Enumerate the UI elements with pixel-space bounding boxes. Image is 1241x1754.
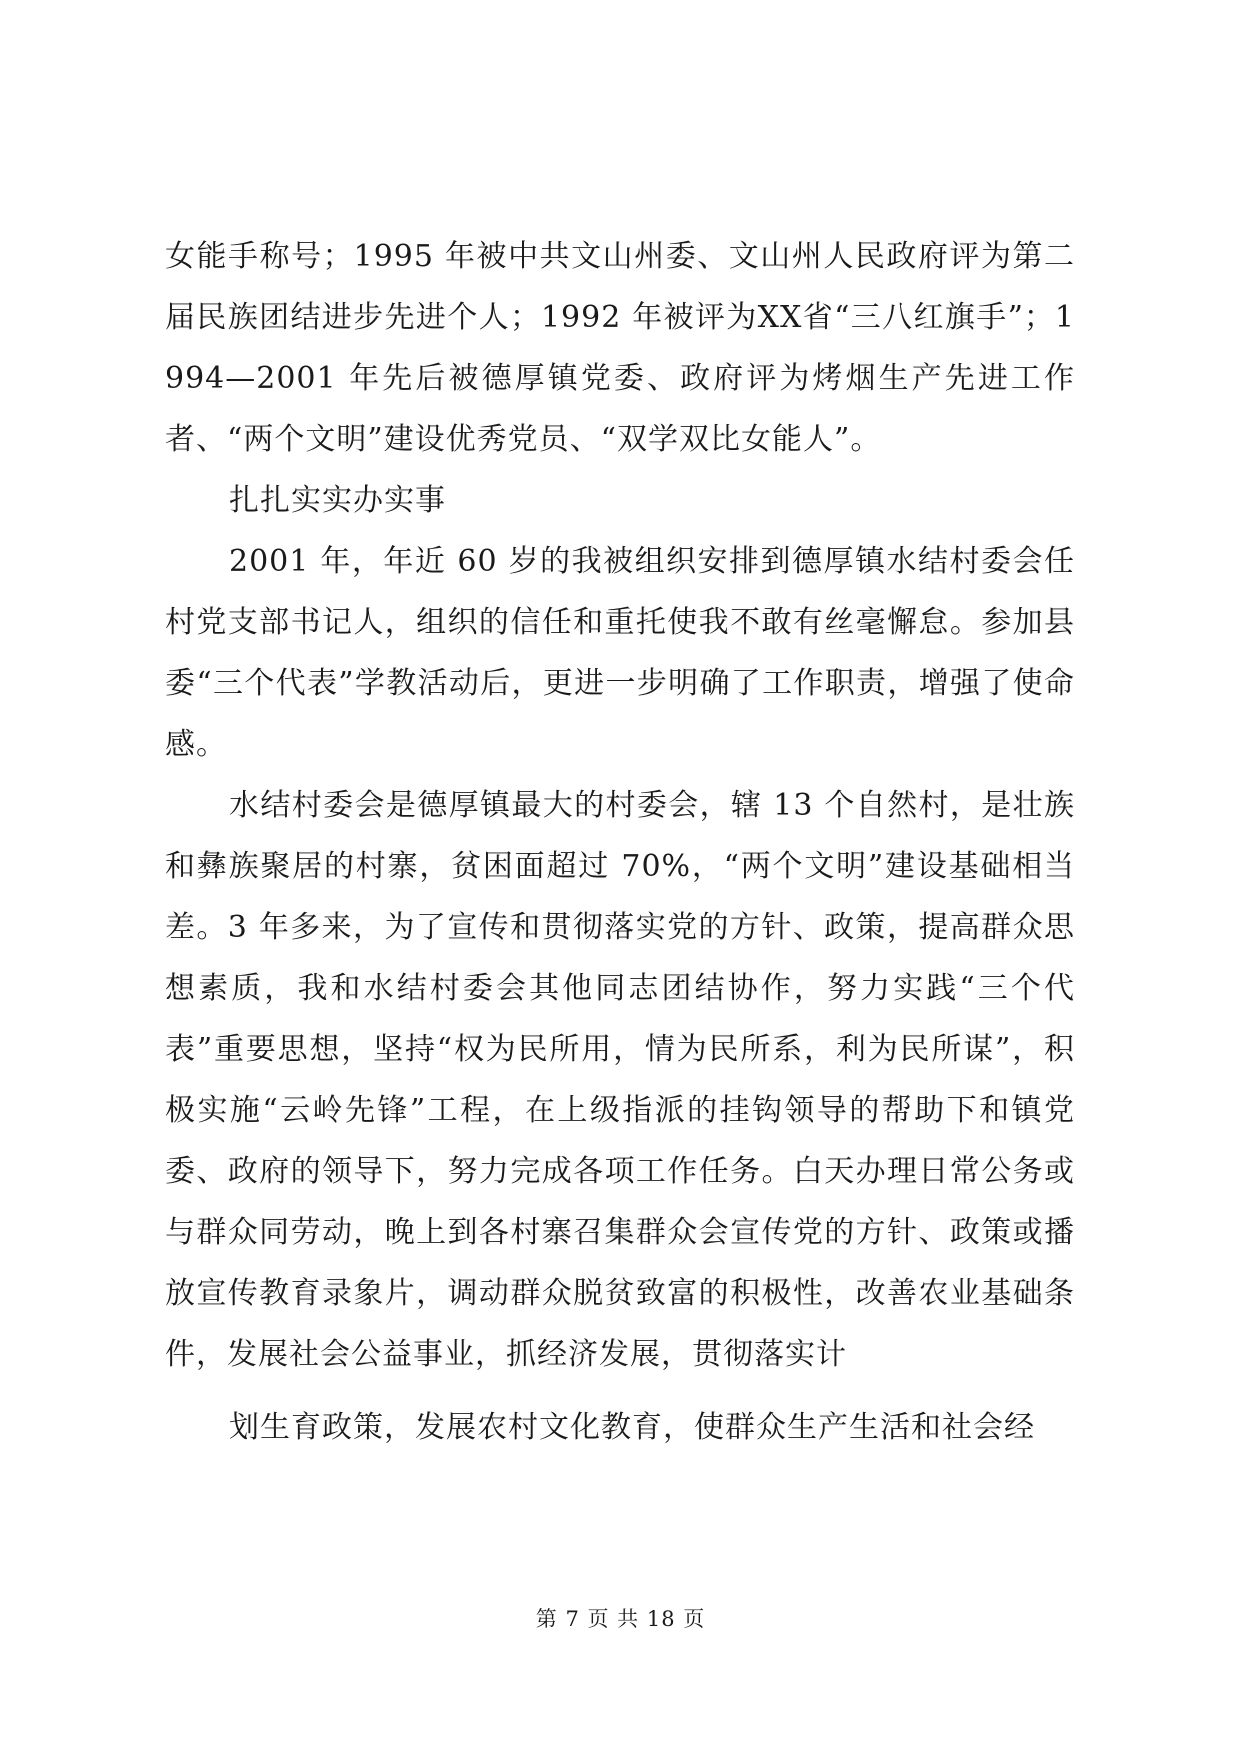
page-number-footer: 第 7 页 共 18 页 (535, 1607, 706, 1631)
paragraph-village-work: 水结村委会是德厚镇最大的村委会，辖 13 个自然村，是壮族和彝族聚居的村寨，贫困面超过 70%，“两个文明”建设基础相当差。3 年多来，为了宣传和贯彻落实党的方针、政策，提高群众思想素质，我和水结村委会其他同志团结协作，努力实践“三个代表”重要思想，坚持“权为民所用，情为民所系，利为民所谋”，积极实施“云岭先锋”工程，在上级指派的挂钩领导的帮助下和镇党委、政府的领导下，努力完成各项工作任务。白天办理日常公务或与群众同劳动，晚上到各村寨召集群众会宣传党的方针、政策或播放宣传教育录象片，调动群众脱贫致富的积极性，改善农业基础条件，发展社会公益事业，抓经济发展，贯彻落实计 (165, 788, 1075, 1372)
paragraph-awards-continued: 女能手称号；1995 年被中共文山州委、文山州人民政府评为第二届民族团结进步先进个人；1992 年被评为XX省“三八红旗手”；1994—2001 年先后被德厚镇党委、政府评为烤烟生产先进工作者、“两个文明”建设优秀党员、“双学双比女能人”。 (165, 239, 1075, 457)
paragraph-appointment: 2001 年，年近 60 岁的我被组织安排到德厚镇水结村委会任村党支部书记人，组织的信任和重托使我不敢有丝毫懈怠。参加县委“三个代表”学教活动后，更进一步明确了工作职责，增强了使命感。 (165, 544, 1075, 762)
document-body (165, 226, 1075, 1458)
paragraph-continued: 划生育政策，发展农村文化教育，使群众生产生活和社会经 (229, 1410, 1035, 1445)
section-heading: 扎扎实实办实事 (229, 483, 446, 518)
paragraph-break (165, 1385, 1075, 1397)
